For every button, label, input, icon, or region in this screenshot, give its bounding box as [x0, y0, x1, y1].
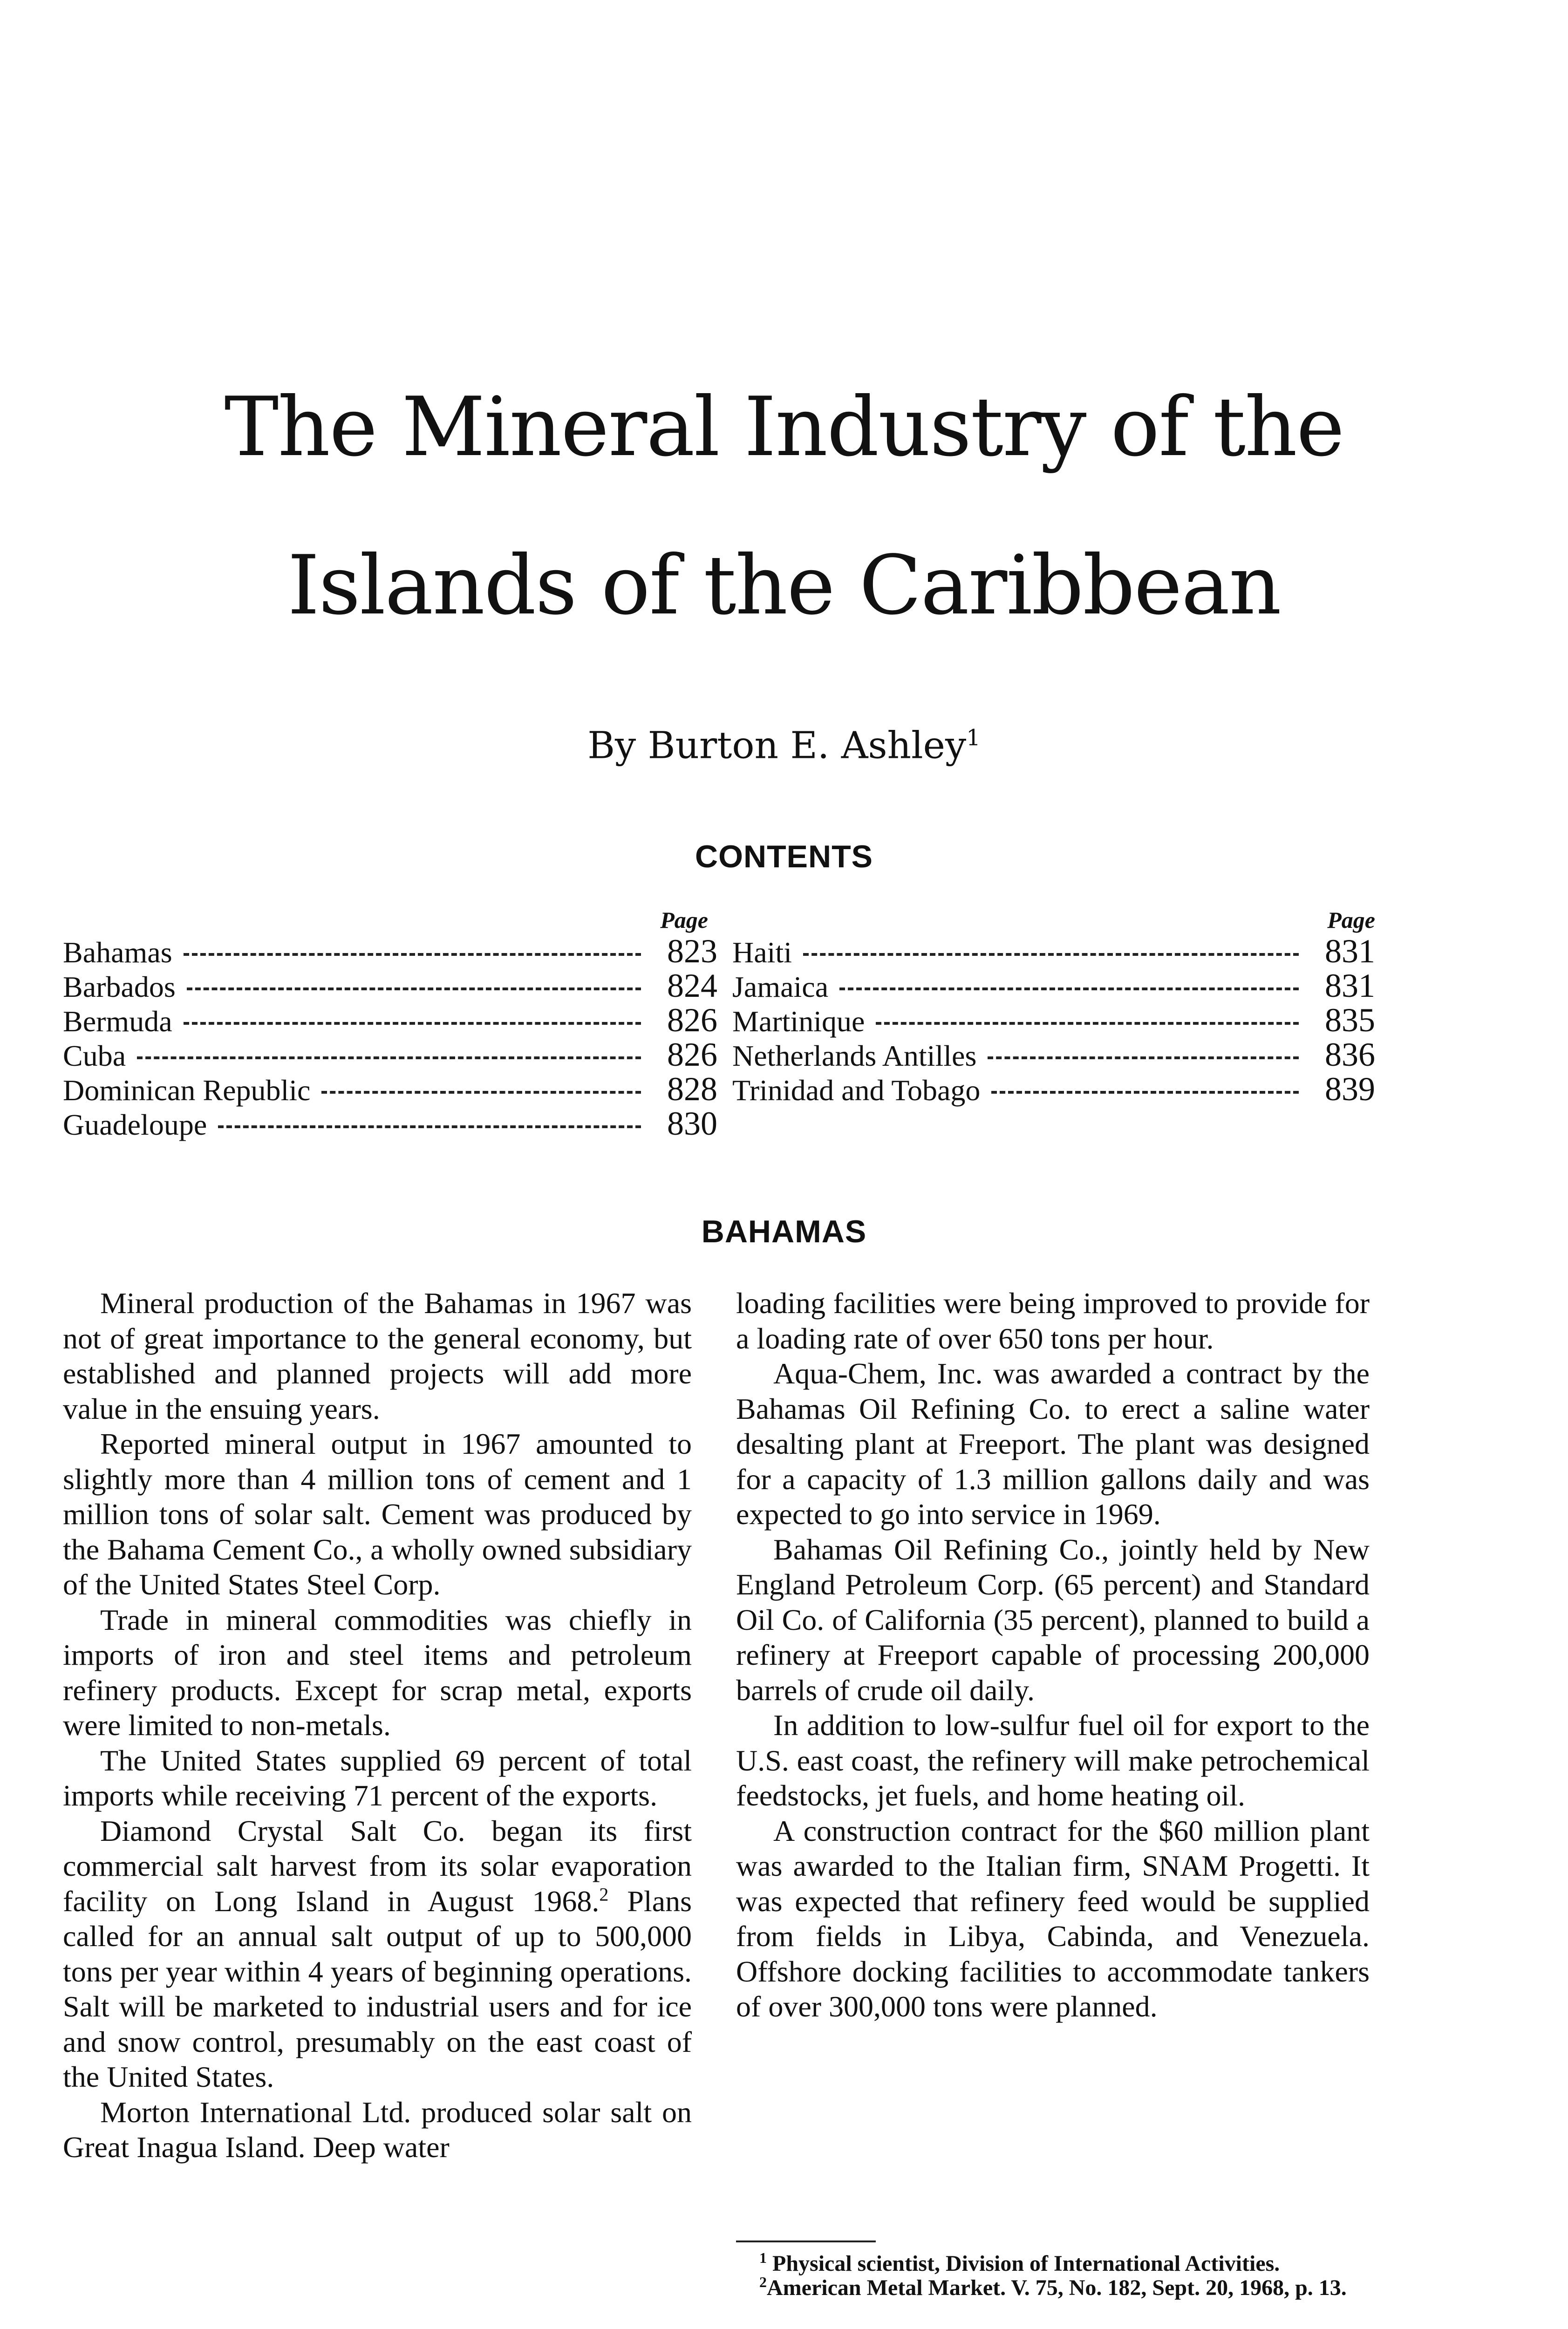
toc-leader [839, 987, 1299, 990]
toc-entry-page: 831 [1325, 967, 1375, 1004]
toc-entry-name: Cuba [63, 1039, 126, 1072]
toc-entry-page: 826 [667, 1036, 717, 1073]
body-paragraph [63, 1813, 692, 2095]
author-name: By Burton E. Ashley [587, 723, 967, 767]
toc-leader [321, 1091, 641, 1094]
byline-footnote-ref: 1 [966, 725, 981, 751]
toc-entry-name: Jamaica [732, 970, 829, 1003]
toc-leader [218, 1125, 641, 1128]
paragraph-text: Plans called for an annual salt output of up to 500,000 tons per year within 4 years of beginning operations. Salt will be marketed to industrial users and for ice and snow control, presumably on the east coast of the United States. [63, 1884, 692, 2093]
toc-entry[interactable] [732, 934, 1375, 968]
body-left-column [63, 1286, 692, 2165]
toc-entry-name: Trinidad and Tobago [732, 1074, 981, 1107]
footnote [736, 2276, 1370, 2300]
toc-entry[interactable] [732, 1072, 1375, 1106]
body-paragraph: Reported mineral output in 1967 amounted to slightly more than 4 million tons of cement and 1 million tons of solar salt. Cement was produced by the Bahama Cement Co., a wholly owned subsidiary of the United States Steel Corp. [63, 1427, 692, 1601]
toc-entry-page: 835 [1325, 1001, 1375, 1039]
toc-entry-page: 823 [667, 933, 717, 970]
toc-entry-page: 839 [1325, 1070, 1375, 1108]
toc-entry[interactable] [63, 968, 717, 1003]
toc-leader [187, 987, 641, 990]
toc-leader [803, 953, 1299, 956]
contents-heading: CONTENTS [695, 839, 873, 874]
byline [0, 723, 1568, 767]
toc-entry[interactable] [63, 1003, 717, 1037]
toc-entry-page: 828 [667, 1070, 717, 1108]
body-paragraph: A construction contract for the $60 million plant was awarded to the Italian firm, SNAM Progetti. It was expected that refinery feed would be supplied from fields in Libya, Cabinda, and Venezuela. Offshore docking facilities to accommodate tankers of over 300,000 tons were planned. [736, 1814, 1370, 2023]
toc-entry-page: 830 [667, 1105, 717, 1142]
footnote-number: 1 [759, 2249, 767, 2266]
title-line-2: Islands of the Caribbean [287, 538, 1281, 633]
toc-left-column [63, 906, 717, 1141]
toc-entry-name: Netherlands Antilles [732, 1039, 977, 1072]
title-line-1: The Mineral Industry of the [224, 380, 1344, 475]
section-heading-bahamas: BAHAMAS [701, 1214, 867, 1249]
toc-page-header: Page [660, 907, 708, 933]
toc-page-header: Page [1327, 907, 1375, 933]
toc-leader [184, 953, 641, 956]
paragraph-text: Diamond Crystal Salt Co. began its first commercial salt harvest from its solar evaporation facility on Long Island in August 1968. [63, 1814, 692, 1918]
footnote-number: 2 [759, 2274, 767, 2290]
toc-entry-name: Guadeloupe [63, 1108, 207, 1141]
toc-entry[interactable] [63, 934, 717, 968]
body-right-column [736, 1286, 1370, 2024]
body-paragraph: Bahamas Oil Refining Co., jointly held by New England Petroleum Corp. (65 percent) and Standard Oil Co. of California (35 percent), planned to build a refinery at Freeport capable of processing 200,000 barrels of crude oil daily. [736, 1532, 1370, 1707]
footnote-ref[interactable]: 2 [599, 1884, 609, 1905]
toc-leader [184, 1022, 641, 1025]
toc-leader [876, 1022, 1299, 1025]
body-paragraph: Mineral production of the Bahamas in 1967 was not of great importance to the general economy, but established and planned projects will add more value in the ensuing years. [63, 1287, 692, 1425]
toc-entry-name: Dominican Republic [63, 1074, 311, 1107]
toc-leader [991, 1091, 1299, 1094]
body-paragraph: loading facilities were being improved to provide for a loading rate of over 650 tons per hour. [736, 1287, 1370, 1355]
toc-entry-name: Barbados [63, 970, 176, 1003]
toc-entry-name: Martinique [732, 1005, 865, 1038]
toc-right-column [732, 906, 1375, 1106]
toc-leader [988, 1056, 1299, 1059]
toc-entry[interactable] [732, 968, 1375, 1003]
footnotes [736, 2240, 1370, 2300]
toc-leader [137, 1056, 641, 1059]
toc-entry-page: 831 [1325, 933, 1375, 970]
body-paragraph: In addition to low-sulfur fuel oil for export to the U.S. east coast, the refinery will make petrochemical feedstocks, jet fuels, and home heating oil. [736, 1709, 1370, 1812]
toc-entry-name: Bahamas [63, 936, 172, 969]
toc-entry-page: 824 [667, 967, 717, 1004]
footnote-rule [736, 2240, 876, 2242]
body-paragraph: Trade in mineral commodities was chiefly in imports of iron and steel items and petroleum refinery products. Except for scrap metal, exports were limited to non-metals. [63, 1603, 692, 1742]
toc-entry-name: Bermuda [63, 1005, 172, 1038]
toc-entry[interactable] [732, 1037, 1375, 1072]
footnote [736, 2249, 1370, 2276]
footnote-text: Physical scientist, Division of International Activities. [772, 2251, 1280, 2276]
body-paragraph: Morton International Ltd. produced solar salt on Great Inagua Island. Deep water [63, 2095, 692, 2164]
toc-entry-name: Haiti [732, 936, 792, 969]
footnote-text: American Metal Market. V. 75, No. 182, Sept. 20, 1968, p. 13. [767, 2275, 1347, 2300]
toc-entry-page: 826 [667, 1001, 717, 1039]
toc-entry-page: 836 [1325, 1036, 1375, 1073]
body-paragraph: Aqua-Chem, Inc. was awarded a contract by the Bahamas Oil Refining Co. to erect a saline water desalting plant at Freeport. The plant was designed for a capacity of 1.3 million gallons daily and was expected to go into service in 1969. [736, 1357, 1370, 1531]
toc-entry[interactable] [732, 1003, 1375, 1037]
toc-entry[interactable] [63, 1037, 717, 1072]
toc-entry[interactable] [63, 1106, 717, 1141]
body-paragraph: The United States supplied 69 percent of total imports while receiving 71 percent of the exports. [63, 1743, 692, 1812]
toc-entry[interactable] [63, 1072, 717, 1106]
